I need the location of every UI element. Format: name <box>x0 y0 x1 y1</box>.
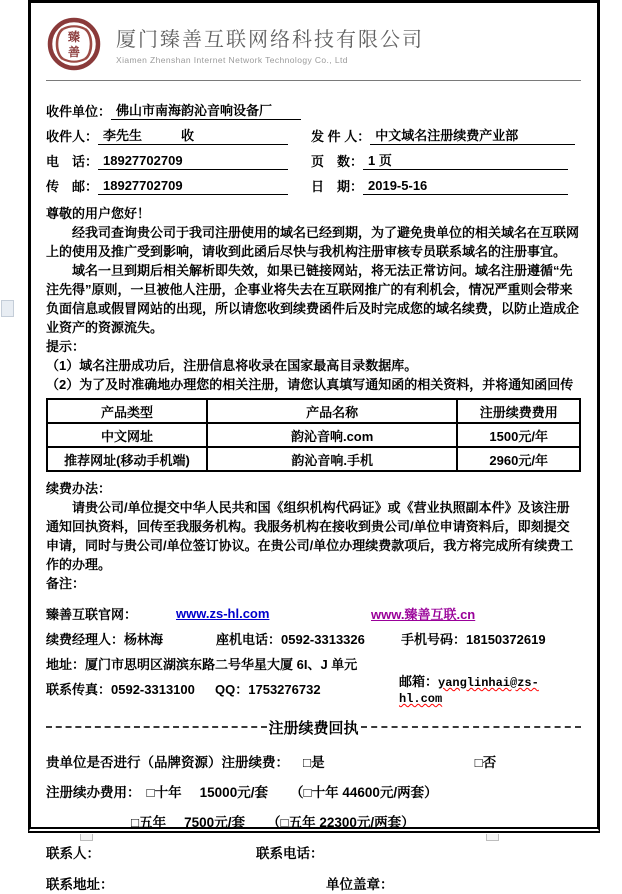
date-value: 2019-5-16 <box>363 178 568 195</box>
field-row <box>46 120 581 145</box>
letterhead <box>46 13 581 75</box>
official-website-link[interactable]: www.zs-hl.com <box>176 606 270 621</box>
checkbox-five-year[interactable]: □五年 <box>131 815 167 830</box>
date-label: 日 期： <box>311 179 364 194</box>
renewal-method <box>46 479 581 593</box>
table-row <box>47 423 580 447</box>
checkbox-yes[interactable]: □是 <box>303 755 325 770</box>
recv-person-value: 李先生 收 <box>98 128 288 145</box>
method-title: 续费办法： <box>46 481 112 496</box>
tips-block <box>46 337 581 394</box>
qq-label: QQ： <box>215 682 249 697</box>
fee-row-five-year <box>46 810 581 832</box>
company-seal-label: 单位盖章： <box>326 877 394 892</box>
email-value: yanglinhai@zs-hl.com <box>398 676 539 706</box>
fax-label: 传 邮： <box>46 179 99 194</box>
address-value: 厦门市思明区湖滨东路二号华星大厦 6I、J 单元 <box>85 657 358 672</box>
cell-product-name: 韵沁音响.com <box>207 423 458 447</box>
dashed-line <box>46 726 267 728</box>
contact-fax-label: 联系传真： <box>46 682 112 697</box>
body-paragraph-2: 域名一旦到期后相关解析即失效，如果已链接网站，将无法正常访问。域名注册遵循“先注先得”原则，一旦被他人注册，企事业将失去在互联网推广的有利机会，情况严重则会带来负面信息或假冒网站的出现，所以请您收到续费函件后及时完成您的域名续费，以防止造成企业资产的资源流失。 <box>46 263 580 335</box>
header-divider <box>46 80 581 81</box>
letter-body <box>46 204 581 337</box>
col-product-name: 产品名称 <box>207 399 458 423</box>
receipt-divider <box>46 717 581 737</box>
company-seal-logo-icon <box>46 16 102 72</box>
tip-2: （2）为了及时准确地办理您的相关注册，请您认真填写通知函的相关资料，并将通知函回传 <box>46 377 574 392</box>
logo-character-top: 臻 <box>67 30 81 44</box>
cell-renewal-fee: 1500元/年 <box>457 423 580 447</box>
table-row <box>47 447 580 471</box>
recv-org-label: 收件单位： <box>46 104 112 119</box>
viewer-margin-artifact <box>1 300 14 317</box>
email-label: 邮箱： <box>398 674 438 689</box>
fax-cover-fields <box>46 95 581 195</box>
contact-row-fax <box>46 674 581 706</box>
contact-person-label: 联系人： <box>46 846 100 861</box>
five-year-price: 7500元/套 <box>184 815 245 830</box>
cell-product-name: 韵沁音响.手机 <box>207 447 458 471</box>
contact-fax-number: 0592-3313100 <box>111 682 195 697</box>
manager-label: 续费经理人： <box>46 632 125 647</box>
col-renewal-fee: 注册续费费用 <box>457 399 580 423</box>
phone-label: 电 话： <box>46 154 99 169</box>
cell-product-type: 中文网址 <box>47 423 207 447</box>
recv-person-label: 收件人： <box>46 129 99 144</box>
mobile-label: 手机号码： <box>401 632 467 647</box>
company-identity <box>116 23 424 65</box>
tips-title: 提示： <box>46 339 86 354</box>
notice-page <box>28 0 600 892</box>
field-row <box>46 170 581 195</box>
field-row <box>46 145 581 170</box>
landline-number: 0592-3313326 <box>281 632 365 647</box>
fee-label: 注册续办费用： <box>46 785 141 800</box>
contact-phone-label: 联系电话： <box>256 846 324 861</box>
address-label: 地址： <box>46 657 86 672</box>
checkbox-no[interactable]: □否 <box>474 755 497 770</box>
col-product-type: 产品类型 <box>47 399 207 423</box>
checkbox-ten-year[interactable]: □十年 <box>146 785 182 800</box>
brand-renewal-question: 贵单位是否进行（品牌资源）注册续费： <box>46 755 289 770</box>
ten-year-bundle-price: （□十年 44600元/两套） <box>289 785 438 800</box>
fax-value: 18927702709 <box>98 178 288 195</box>
qq-number: 1753276732 <box>248 682 321 697</box>
five-year-bundle-price: （□五年 22300元/两套） <box>266 815 415 830</box>
pages-value: 1 页 <box>363 153 568 170</box>
logo-character-bottom: 善 <box>67 45 81 59</box>
table-header-row <box>47 399 580 423</box>
tip-1: （1）域名注册成功后，注册信息将收录在国家最高目录数据库。 <box>46 358 418 373</box>
receipt-form <box>46 750 581 894</box>
company-name: 厦门臻善互联网络科技有限公司 <box>116 29 424 51</box>
price-table <box>46 398 581 472</box>
manager-name: 杨林海 <box>124 632 164 647</box>
method-paragraph: 请贵公司/单位提交中华人民共和国《组织机构代码证》或《营业执照副本件》及该注册通知回执资料，回传至我服务机构。我服务机构在接收到贵公司/单位申请资料后，即刻提交申请，同时与贵公司/单位签订协议。在贵公司/单位办理续费款项后，我方将完成所有续费工作的办理。 <box>46 500 574 572</box>
contact-address-label: 联系地址： <box>46 877 114 892</box>
phone-value: 18927702709 <box>98 153 288 170</box>
contact-address-row <box>46 872 581 894</box>
greeting: 尊敬的用户您好！ <box>46 206 151 221</box>
brand-renewal-question-row <box>46 750 581 772</box>
receipt-title: 注册续费回执 <box>268 719 359 737</box>
recv-org-value: 佛山市南海韵沁音响设备厂 <box>111 103 301 120</box>
dashed-line <box>361 726 582 728</box>
body-paragraph-1: 经我司查询贵公司于我司注册使用的域名已经到期，为了避免贵单位的相关域名在互联网上的使用及推广受到影响，请收到此函后尽快与我机构注册审核专员联系域名的注册事宜。 <box>46 225 580 259</box>
mobile-number: 18150372619 <box>466 632 546 647</box>
sender-value: 中文域名注册续费产业部 <box>370 128 575 145</box>
sender-label: 发 件 人： <box>311 129 371 144</box>
website-label: 臻善互联官网： <box>46 607 138 622</box>
chinese-domain-link[interactable]: www.臻善互联.cn <box>371 607 476 622</box>
field-row <box>46 95 581 120</box>
remark-title: 备注： <box>46 576 86 591</box>
pages-label: 页 数： <box>311 154 364 169</box>
landline-label: 座机电话： <box>216 632 282 647</box>
ten-year-price: 15000元/套 <box>199 785 268 800</box>
contact-row-website <box>46 601 581 626</box>
company-name-english: Xiamen Zhenshan Internet Network Technology Co., Ltd <box>116 55 348 65</box>
contact-block <box>46 601 581 706</box>
cell-product-type: 推荐网址(移动手机端) <box>47 447 207 471</box>
contact-person-row <box>46 841 581 863</box>
contact-row-manager <box>46 626 581 651</box>
cell-renewal-fee: 2960元/年 <box>457 447 580 471</box>
fee-row-ten-year <box>46 780 581 802</box>
